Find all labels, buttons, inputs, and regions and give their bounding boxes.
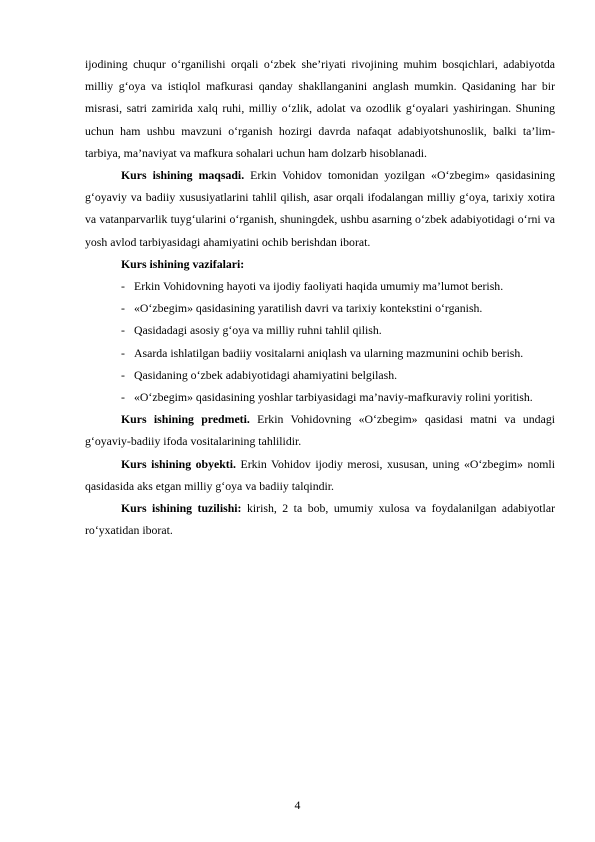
task-item <box>85 319 555 341</box>
task-text: «O‘zbegim» qasidasining yaratilish davri va tarixiy kontekstini o‘rganish. <box>134 301 483 316</box>
task-text: Asarda ishlatilgan badiiy vositalarni aniqlash va ularning mazmunini ochib berish. <box>134 345 524 360</box>
bullet-dash: - <box>121 279 125 294</box>
bullet-dash: - <box>121 345 125 360</box>
structure-label: Kurs ishining tuzilishi: <box>121 501 242 516</box>
subject-text: Erkin Vohidovning «O‘zbegim» qasidasi matni va undagi g‘oyaviy-badiiy ifoda vositalarining tahlilidir. <box>85 412 555 449</box>
goal-text: Erkin Vohidov tomonidan yozilgan «O‘zbegim» qasidasining g‘oyaviy va badiiy xususiyatlarini tahlil qilish, asar orqali ifodalangan milliy g‘oya, tarixiy xotira va vatanparvarlik tuyg‘ularini o‘rganish, shuningdek, ushbu asarning o‘zbek adabiyotidagi o‘rni va yosh avlod tarbiyasidagi ahamiyatini ochib berishdan iborat. <box>85 168 555 249</box>
task-text: Qasidaning o‘zbek adabiyotidagi ahamiyatini belgilash. <box>134 367 398 382</box>
subject-label: Kurs ishining predmeti. <box>121 412 250 427</box>
intro-paragraph: ijodining chuqur o‘rganilishi orqali o‘zbek she’riyati rivojining muhim bosqichlari, adabiyotda milliy g‘oya va istiqlol mafkurasi qanday shakllanganini anglash mumkin. Qasidaning har bir misrasi, satri zamirida xalq ruhi, milliy o‘zlik, adolat va ozodlik g‘oyalari yashiringan. Shuning uchun ham ushbu mavzuni o‘rganish hozirgi davrda nafaqat adabiyotshunoslik, balki ta’lim-tarbiya, ma’naviyat va mafkura sohalari uchun ham dolzarb hisoblanadi. <box>85 57 555 160</box>
goal-label: Kurs ishining maqsadi. <box>121 168 245 183</box>
tasks-heading: Kurs ishining vazifalari: <box>121 256 245 271</box>
body-text <box>85 53 555 541</box>
bullet-dash: - <box>121 390 125 405</box>
object-paragraph <box>85 453 555 497</box>
object-text: Erkin Vohidov ijodiy merosi, xususan, uning «O‘zbegim» nomli qasidasida aks etgan milliy g‘oya va badiiy talqindir. <box>85 456 555 493</box>
bullet-dash: - <box>121 323 125 338</box>
task-item <box>85 342 555 364</box>
structure-text: kirish, 2 ta bob, umumiy xulosa va foydalanilgan adabiyotlar ro‘yxatidan iborat. <box>85 501 555 538</box>
task-text: «O‘zbegim» qasidasining yoshlar tarbiyasidagi ma’naviy-mafkuraviy rolini yoritish. <box>134 390 533 405</box>
task-text: Erkin Vohidovning hayoti va ijodiy faoliyati haqida umumiy ma’lumot berish. <box>134 279 504 294</box>
structure-paragraph <box>85 497 555 541</box>
subject-paragraph <box>85 408 555 452</box>
task-text: Qasidadagi asosiy g‘oya va milliy ruhni tahlil qilish. <box>134 323 382 338</box>
page-number: 4 <box>294 798 301 812</box>
goal-paragraph <box>85 164 555 253</box>
bullet-dash: - <box>121 367 125 382</box>
task-item <box>85 297 555 319</box>
object-label: Kurs ishining obyekti. <box>121 456 236 471</box>
task-item <box>85 386 555 408</box>
task-item <box>85 364 555 386</box>
bullet-dash: - <box>121 301 125 316</box>
task-item <box>85 275 555 297</box>
